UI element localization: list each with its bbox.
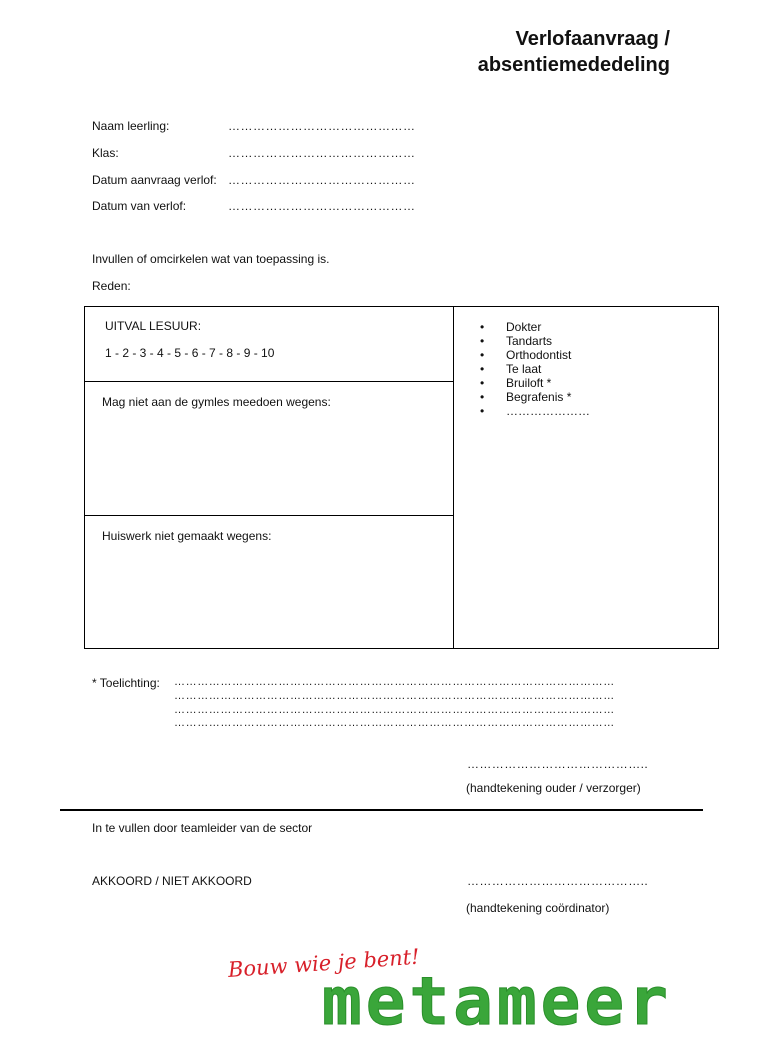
reason-option-orthodontist[interactable]: • Orthodontist — [480, 348, 572, 362]
toelichting-line-4[interactable]: …………………………………………………………………………………………………… — [174, 717, 615, 729]
brand-slogan: Bouw wie je bent! — [227, 944, 421, 982]
field-label-naam: Naam leerling: — [92, 119, 170, 133]
gym-reason-area[interactable] — [90, 414, 446, 510]
bullet-icon: • — [480, 362, 485, 376]
page-title — [478, 26, 670, 78]
field-naam-input[interactable]: ……………………………………… — [228, 119, 416, 133]
reason-list — [480, 320, 590, 418]
reason-option-bruiloft[interactable]: • Bruiloft * — [480, 376, 552, 390]
bullet-icon: • — [480, 390, 485, 404]
coordinator-signature-caption: (handtekening coördinator) — [466, 901, 610, 915]
toelichting-line-2[interactable]: …………………………………………………………………………………………………… — [174, 690, 615, 702]
table-divider-row-1 — [84, 381, 454, 382]
bullet-icon: • — [480, 404, 485, 418]
field-label-datum-aanvraag: Datum aanvraag verlof: — [92, 173, 217, 187]
reason-option-begrafenis[interactable]: • Begrafenis * — [480, 390, 572, 404]
field-datum-aanvraag-input[interactable]: ……………………………………… — [228, 173, 416, 187]
reason-option-te-laat[interactable]: • Te laat — [480, 362, 542, 376]
bullet-icon: • — [480, 348, 485, 362]
uitval-hours[interactable]: 1 - 2 - 3 - 4 - 5 - 6 - 7 - 8 - 9 - 10 — [105, 346, 275, 360]
section-separator — [60, 809, 703, 811]
bullet-icon: • — [480, 320, 485, 334]
homework-reason-area[interactable] — [90, 548, 446, 644]
parent-signature-line[interactable]: …………………………………….. — [467, 757, 649, 771]
bullet-icon: • — [480, 376, 485, 390]
gym-label: Mag niet aan de gymles meedoen wegens: — [102, 395, 331, 409]
reason-label: Reden: — [92, 279, 131, 293]
reason-option-dokter[interactable]: • Dokter — [480, 320, 542, 334]
field-label-klas: Klas: — [92, 146, 119, 160]
table-divider-row-2 — [84, 515, 454, 516]
coordinator-intro: In te vullen door teamleider van de sector — [92, 821, 313, 835]
reason-option-other[interactable]: • ………………… — [480, 404, 590, 418]
homework-label: Huiswerk niet gemaakt wegens: — [102, 529, 272, 543]
table-divider-vertical — [453, 306, 454, 649]
field-datum-verlof-input[interactable]: ……………………………………… — [228, 199, 416, 213]
title-line-2: absentiemededeling — [477, 54, 670, 76]
approval-choice[interactable]: AKKOORD / NIET AKKOORD — [92, 874, 252, 888]
toelichting-line-3[interactable]: …………………………………………………………………………………………………… — [174, 704, 615, 716]
bullet-icon: • — [480, 334, 485, 348]
field-klas-input[interactable]: ……………………………………… — [228, 146, 416, 160]
toelichting-line-1[interactable]: …………………………………………………………………………………………………… — [174, 676, 615, 688]
reason-option-tandarts[interactable]: • Tandarts — [480, 334, 553, 348]
uitval-title: UITVAL LESUUR: — [105, 319, 202, 333]
title-line-1: Verlofaanvraag / — [515, 28, 670, 50]
metameer-logo: metameer — [322, 963, 672, 1040]
coordinator-signature-line[interactable]: …………………………………….. — [467, 874, 649, 888]
parent-signature-caption: (handtekening ouder / verzorger) — [466, 781, 641, 795]
instructions-text: Invullen of omcirkelen wat van toepassing is. — [92, 252, 330, 266]
field-label-datum-verlof: Datum van verlof: — [92, 199, 187, 213]
toelichting-label: * Toelichting: — [92, 676, 160, 690]
